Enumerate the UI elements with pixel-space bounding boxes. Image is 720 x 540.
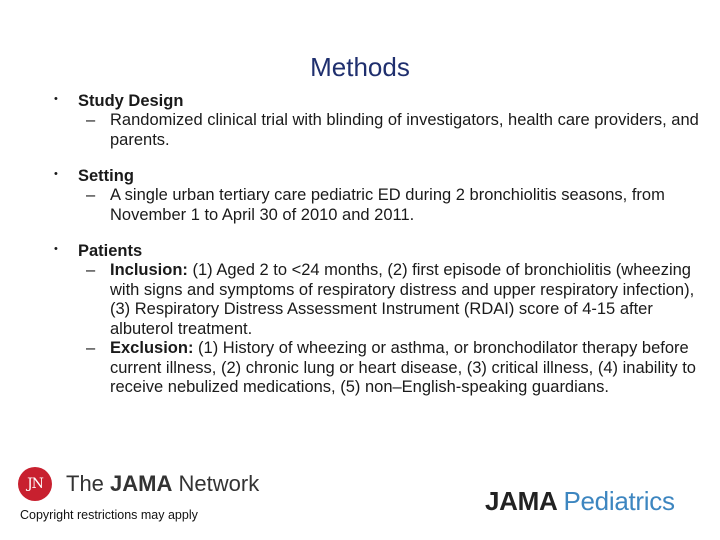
exclusion-label: Exclusion: [110,339,194,357]
dash-marker: – [86,339,96,357]
section-heading: Study Design [78,92,184,110]
bullet-setting [50,167,700,225]
inclusion-text: (1) Aged 2 to <24 months, (2) first episode of bronchiolitis (wheezing with signs and symptoms of respiratory distress and upper respiratory infection), (3) Respiratory Distress Assessment Instrument (RDAI) score of 4-15 after albuterol treatment. [110,261,695,338]
section-heading: Setting [78,167,134,185]
bullet-marker: • [54,93,58,105]
network-wordmark: The JAMA Network [66,471,260,496]
inclusion-label: Inclusion: [110,261,188,279]
sub-item [78,186,700,225]
methods-content [50,92,700,415]
sub-item-inclusion [78,261,700,339]
exclusion-text: (1) History of wheezing or asthma, or bronchodilator therapy before current illness, (2) chronic lung or heart disease, (3) critical illness, (4) inability to receive nebulized medications, (5) non–English-speaking guardians. [110,339,696,396]
dash-marker: – [86,261,96,279]
section-heading: Patients [78,242,143,260]
sub-item-text: A single urban tertiary care pediatric ED during 2 bronchiolitis seasons, from November 1 to April 30 of 2010 and 2011. [110,186,665,224]
jama-network-logo [18,467,259,501]
copyright-notice: Copyright restrictions may apply [20,508,198,522]
dash-marker: – [86,186,96,204]
bullet-study-design [50,92,700,150]
sub-item-text: Randomized clinical trial with blinding of investigators, health care providers, and parents. [110,111,699,149]
jama-pediatrics-logo: JAMA Pediatrics [485,486,675,516]
slide-title: Methods [310,52,410,82]
jn-logo-icon: JN [18,467,52,501]
bullet-marker: • [54,168,58,180]
bullet-patients [50,242,700,398]
bullet-marker: • [54,243,58,255]
dash-marker: – [86,111,96,129]
sub-item [78,111,700,150]
sub-item-exclusion [78,339,700,398]
